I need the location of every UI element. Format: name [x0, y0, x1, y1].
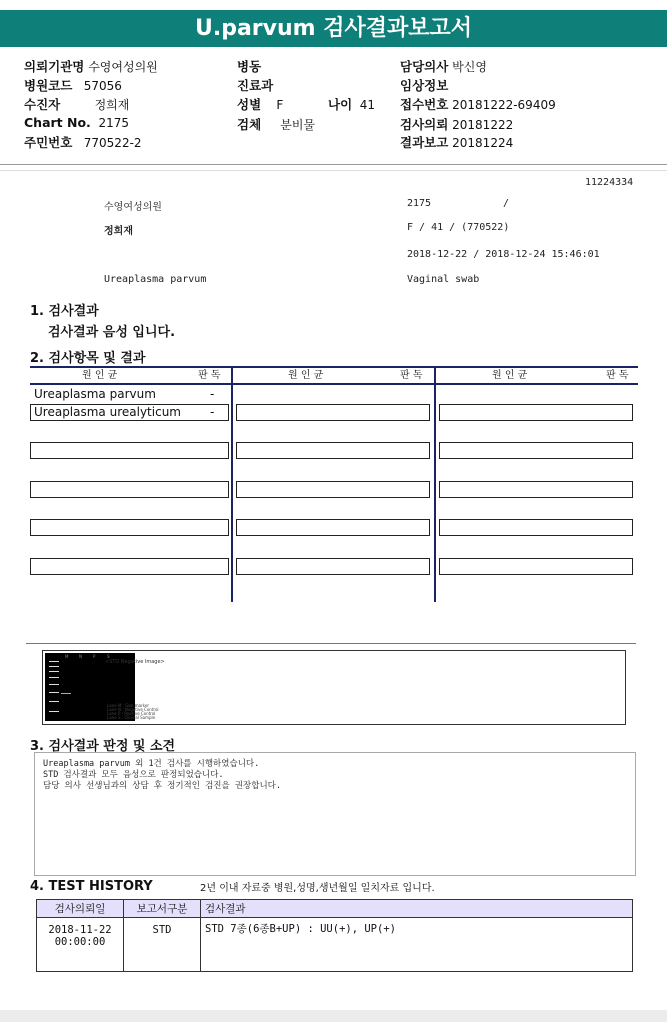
- history-result: STD 7종(6종B+UP) : UU(+), UP(+): [201, 918, 633, 972]
- gel-band: [61, 693, 71, 694]
- report-date-label: 결과보고: [400, 135, 449, 150]
- gel-lane-label: M: [65, 654, 69, 659]
- table-row: [37, 918, 633, 972]
- header-divider: [0, 164, 667, 165]
- history-date-cell: [37, 918, 124, 972]
- patient-label: 수진자: [24, 97, 61, 112]
- empty-result-cell: [439, 481, 633, 498]
- doctor-label: 담당의사: [400, 59, 449, 74]
- gel-legend-line: Lane P : Positive Control: [107, 711, 156, 716]
- request-date-label: 검사의뢰: [400, 117, 449, 132]
- receipt-no-label: 접수번호: [400, 97, 449, 112]
- summary-chart-no: 2175: [407, 198, 432, 209]
- gel-lane-label: P: [93, 654, 96, 659]
- gel-band: [49, 711, 59, 712]
- result-item-name-cell: [30, 404, 229, 421]
- summary-code: 11224334: [585, 177, 634, 188]
- section4-note: 2년 이내 자료중 병원,성명,생년월일 일치자료 입니다.: [200, 883, 435, 894]
- empty-result-cell: [439, 404, 633, 421]
- section1-result: 검사결과 음성 입니다.: [48, 325, 176, 340]
- section3-heading: 3. 검사결과 판정 및 소견: [30, 739, 176, 754]
- requesting-hospital-row: [24, 57, 158, 75]
- col-pathogen-1: 원 인 균: [82, 370, 118, 381]
- empty-result-cell: [439, 442, 633, 459]
- summary-patient: 정희재: [104, 226, 133, 237]
- receipt-no-row: [400, 95, 556, 113]
- empty-result-cell: [30, 558, 229, 575]
- history-col-date: 검사의뢰일: [37, 900, 124, 918]
- chart-no-label: Chart No.: [24, 115, 91, 130]
- empty-result-cell: [236, 404, 430, 421]
- department-row: [237, 76, 273, 94]
- results-col-divider: [434, 366, 436, 602]
- section2-heading: 2. 검사항목 및 결과: [30, 351, 146, 366]
- ward-label: 병동: [237, 59, 262, 74]
- gel-band: [49, 661, 59, 662]
- specimen-row: [237, 115, 315, 133]
- resident-no-label: 주민번호: [24, 135, 73, 150]
- hospital-code-label: 병원코드: [24, 78, 73, 93]
- clinical-info-label: 임상정보: [400, 78, 449, 93]
- clinical-info-row: [400, 76, 448, 94]
- summary-dates: 2018-12-22 / 2018-12-24 15:46:01: [407, 249, 600, 260]
- specimen-label: 검체: [237, 117, 262, 132]
- summary-specimen: Vaginal swab: [407, 274, 480, 285]
- gel-image-panel: [42, 650, 626, 725]
- request-date-value: 20181222: [452, 118, 514, 132]
- gel-band: [49, 701, 59, 702]
- gel-caption: <STD Negative Image>: [105, 659, 165, 665]
- section1-heading: 1. 검사결과: [30, 304, 99, 319]
- request-date-row: [400, 115, 513, 133]
- patient-row: [24, 95, 129, 113]
- resident-no-row: [24, 133, 142, 151]
- results-col-divider: [231, 366, 233, 602]
- ward-row: [237, 57, 261, 75]
- sex-value: F: [276, 98, 284, 112]
- chart-no-row: [24, 115, 129, 130]
- page-bottom-margin: [0, 1010, 667, 1022]
- header-divider-light: [0, 170, 667, 171]
- gel-band: [49, 666, 59, 667]
- history-header-row: [37, 900, 633, 918]
- col-judgement-1: 판 독: [198, 370, 221, 381]
- col-judgement-2: 판 독: [400, 370, 423, 381]
- gel-lane-label: N: [79, 654, 82, 659]
- section4-heading: 4. TEST HISTORY: [30, 879, 153, 894]
- gel-band: [49, 677, 59, 678]
- gel-band: [49, 692, 59, 693]
- age-label: 나이: [328, 97, 353, 112]
- history-date: 2018-11-22: [48, 924, 112, 936]
- gel-band: [49, 671, 59, 672]
- gel-legend-line: Lane S : Clinical Sample: [107, 715, 156, 720]
- report-date-value: 20181224: [452, 136, 514, 150]
- summary-hospital: 수영여성의원: [104, 202, 162, 213]
- gel-band: [49, 684, 59, 685]
- requesting-hospital-label: 의뢰기관명: [24, 59, 85, 74]
- empty-result-cell: [236, 481, 430, 498]
- gel-divider: [26, 643, 636, 644]
- result-item-judgement: -: [210, 405, 215, 419]
- resident-no-value: 770522-2: [83, 136, 142, 150]
- empty-result-cell: [30, 481, 229, 498]
- history-table: [36, 899, 633, 972]
- chart-no-value: 2175: [98, 116, 129, 130]
- col-pathogen-2: 원 인 균: [288, 370, 324, 381]
- doctor-value: 박신영: [452, 60, 487, 74]
- summary-sex-age: F / 41 / (770522): [407, 222, 510, 233]
- history-col-result: 검사결과: [201, 900, 633, 918]
- empty-result-cell: [236, 558, 430, 575]
- result-item-name: Ureaplasma urealyticum: [34, 405, 181, 419]
- gel-lane-label: S: [107, 654, 110, 659]
- opinion-box: [34, 752, 636, 876]
- age-value: 41: [359, 98, 376, 112]
- opinion-line: Ureaplasma parvum 외 1건 검사를 시행하였습니다.: [43, 759, 260, 769]
- empty-result-cell: [439, 519, 633, 536]
- requesting-hospital-value: 수영여성의원: [88, 60, 158, 74]
- patient-value: 정희재: [94, 98, 130, 112]
- summary-slash: /: [503, 198, 510, 209]
- gel-legend-line: Lane M : Size marker: [107, 703, 150, 708]
- sex-row: [237, 95, 283, 113]
- specimen-value: 분비물: [280, 118, 316, 132]
- report-title: U.parvum 검사결과보고서: [0, 10, 667, 47]
- hospital-code-value: 57056: [83, 79, 122, 93]
- hospital-code-row: [24, 76, 122, 94]
- department-label: 진료과: [237, 78, 274, 93]
- results-table-header: [30, 366, 638, 385]
- empty-result-cell: [236, 519, 430, 536]
- age-row: [328, 95, 375, 113]
- history-time: 00:00:00: [54, 936, 106, 948]
- col-judgement-3: 판 독: [606, 370, 629, 381]
- result-item-name: Ureaplasma parvum: [34, 387, 156, 401]
- receipt-no-value: 20181222-69409: [452, 98, 556, 112]
- empty-result-cell: [439, 558, 633, 575]
- doctor-row: [400, 57, 487, 75]
- opinion-line: STD 검사결과 모두 음성으로 판정되었습니다.: [43, 770, 224, 780]
- empty-result-cell: [30, 519, 229, 536]
- empty-result-cell: [30, 442, 229, 459]
- gel-legend-line: Lane N : Negative Control: [107, 707, 159, 712]
- empty-result-cell: [236, 442, 430, 459]
- summary-test: Ureaplasma parvum: [104, 274, 207, 285]
- history-type: STD: [124, 918, 201, 972]
- col-pathogen-3: 원 인 균: [492, 370, 528, 381]
- history-col-type: 보고서구분: [124, 900, 201, 918]
- result-item-judgement: -: [210, 387, 215, 401]
- report-date-row: [400, 133, 513, 151]
- opinion-line: 담당 의사 선생님과의 상담 후 정기적인 검진을 권장합니다.: [43, 781, 282, 791]
- sex-label: 성별: [237, 97, 262, 112]
